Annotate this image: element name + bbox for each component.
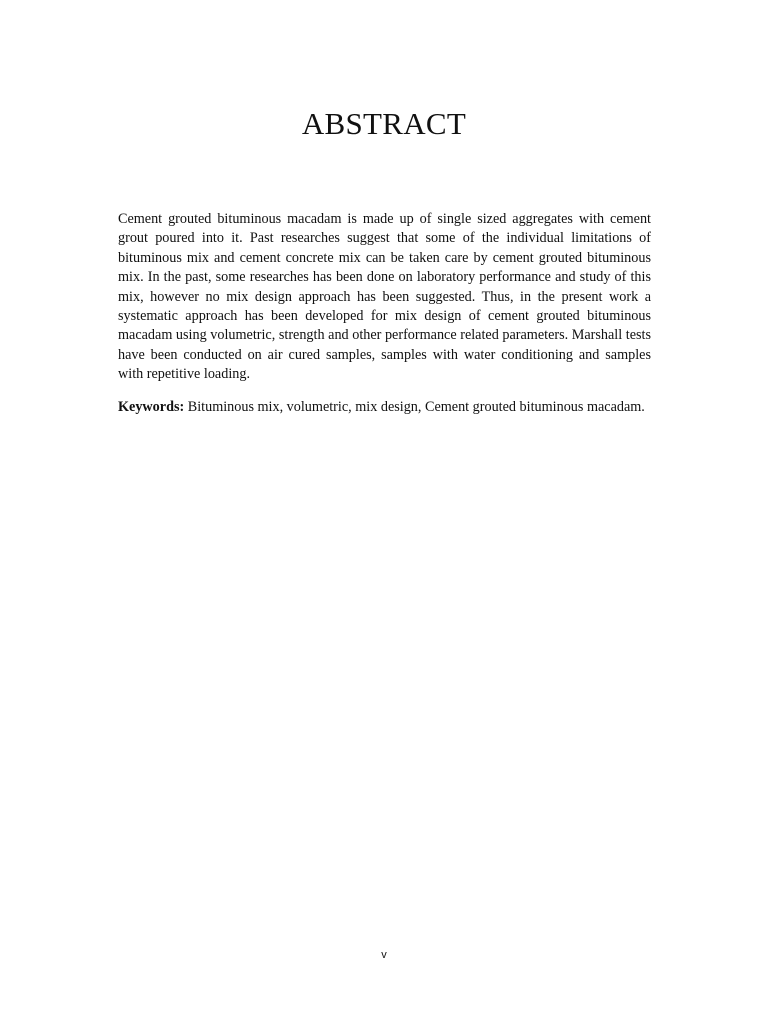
abstract-title: ABSTRACT [301, 106, 467, 141]
page-number: v [381, 949, 387, 961]
keywords-text: Bituminous mix, volumetric, mix design, Cement grouted bituminous macadam. [184, 399, 645, 415]
keywords-label: Keywords: [118, 399, 185, 415]
keywords-line [118, 398, 651, 417]
abstract-paragraph: Cement grouted bituminous macadam is made up of single sized aggregates with cement grout poured into it. Past researches suggest that some of the individual limitations of bituminous mix and cement concrete mix can be taken care by cement grouted bituminous mix. In the past, some researches has been done on laboratory performance and study of this mix, however no mix design approach has been suggested. Thus, in the present work a systematic approach has been developed for mix design of cement grouted bituminous macadam using volumetric, strength and other performance related parameters. Marshall tests have been conducted on air cured samples, samples with water conditioning and samples with repetitive loading. [118, 211, 651, 383]
